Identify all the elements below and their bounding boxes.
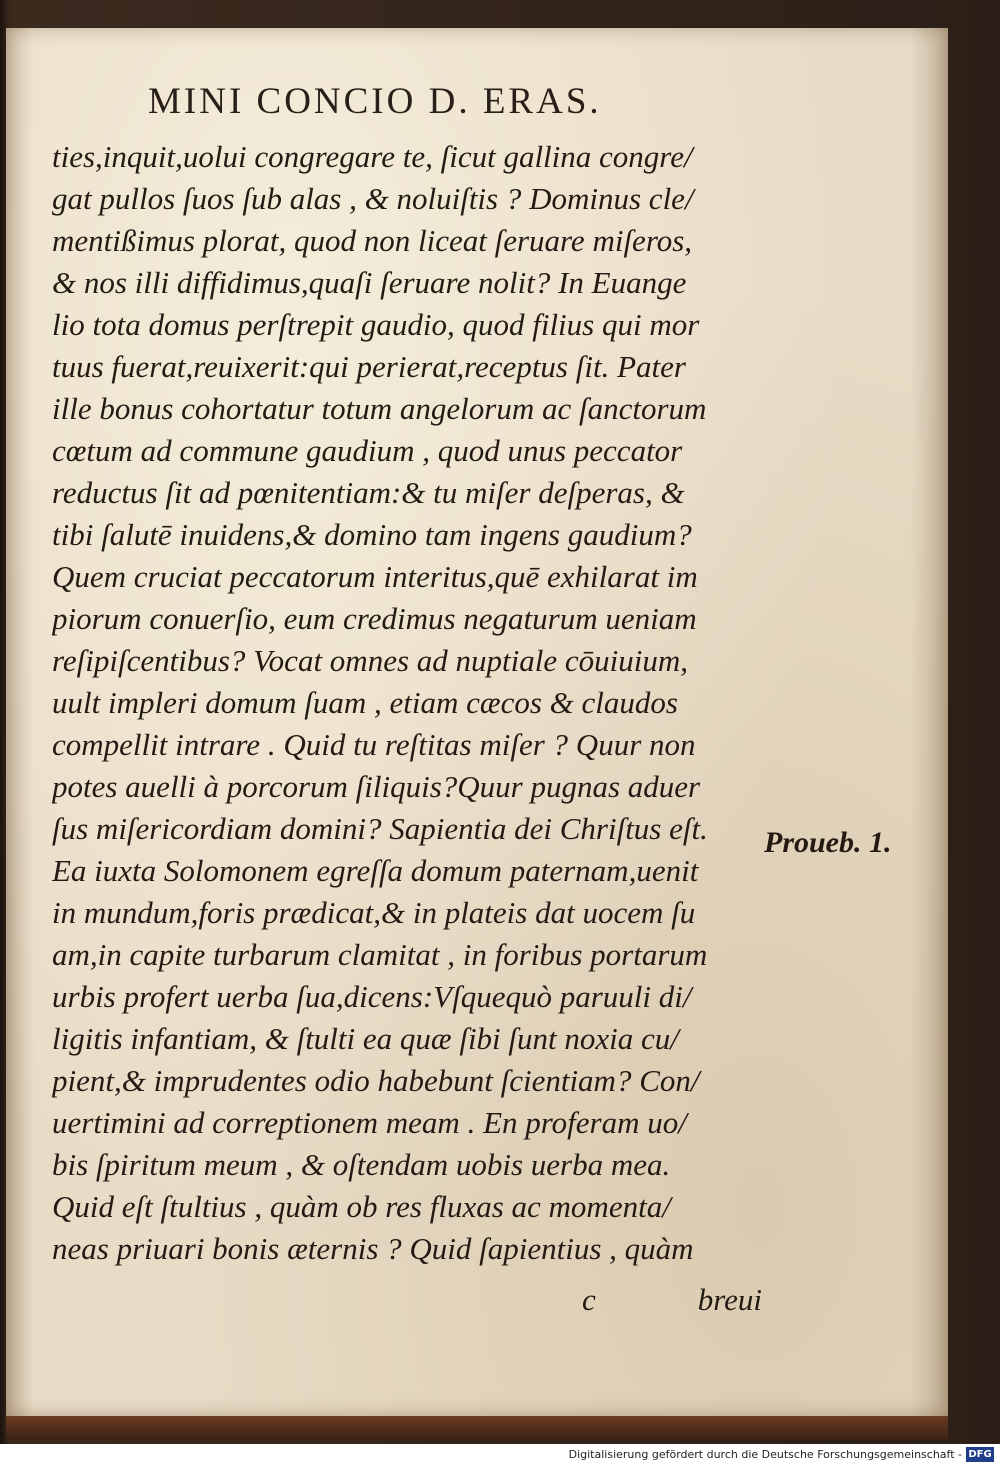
text-line: ille bonus cohortatur totum angelorum ac ſanctorum — [52, 391, 707, 426]
text-line: in mundum,foris prædicat,& in plateis dat uocem ſu — [52, 895, 696, 930]
text-line: piorum conuerſio, eum credimus negaturum ueniam — [52, 601, 697, 636]
text-line: gat pullos ſuos ſub alas , & noluiſtis ? Dominus cle/ — [52, 181, 694, 216]
text-line: compellit intrare . Quid tu reſtitas miſer ? Quur non — [52, 727, 696, 762]
text-line: potes auelli à porcorum ſiliquis?Quur pugnas aduer — [52, 769, 701, 804]
text-line: uult impleri domum ſuam , etiam cæcos & claudos — [52, 685, 678, 720]
credit-text: Digitalisierung gefördert durch die Deutsche Forschungsgemeinschaft - — [568, 1448, 962, 1461]
text-line: tuus fuerat,reuixerit:qui perierat,receptus ſit. Pater — [52, 349, 686, 384]
text-line: bis ſpiritum meum , & oſtendam uobis uerba mea. — [52, 1147, 671, 1182]
text-line: reſipiſcentibus? Vocat omnes ad nuptiale cōuiuium, — [52, 643, 688, 678]
text-line: mentißimus plorat, quod non liceat ſeruare miſeros, — [52, 223, 693, 258]
text-line: uertimini ad correptionem meam . En proferam uo/ — [52, 1105, 687, 1140]
text-line: & nos illi diffidimus,quaſi ſeruare nolit? In Euange — [52, 265, 687, 300]
text-line: cœtum ad commune gaudium , quod unus peccator — [52, 433, 683, 468]
text-line: pient,& imprudentes odio habebunt ſcientiam? Con/ — [52, 1063, 700, 1098]
text-line: Quem cruciat peccatorum interitus,quē exhilarat im — [52, 559, 698, 594]
margin-note: Proueb. 1. — [764, 826, 892, 859]
text-line: ligitis infantiam, & ſtulti ea quæ ſibi ſunt noxia cu/ — [52, 1021, 679, 1056]
text-line: neas priuari bonis æternis ? Quid ſapientius , quàm — [52, 1231, 694, 1266]
text-line: tibi ſalutē inuidens,& domino tam ingens gaudium? — [52, 517, 692, 552]
text-line: reductus ſit ad pœnitentiam:& tu miſer deſperas, & — [52, 475, 685, 510]
catchword: breui — [697, 1282, 762, 1317]
text-line: urbis profert uerba ſua,dicens:Vſquequò paruuli di/ — [52, 979, 692, 1014]
text-line: Quid eſt ſtultius , quàm ob res fluxas ac momenta/ — [52, 1189, 671, 1224]
dfg-logo-icon: DFG — [966, 1447, 994, 1462]
body-text — [52, 136, 762, 1270]
page-edge — [6, 1416, 948, 1440]
text-line: am,in capite turbarum clamitat , in foribus portarum — [52, 937, 708, 972]
page-footer — [52, 1282, 762, 1326]
text-line: lio tota domus perſtrepit gaudio, quod filius qui mor — [52, 307, 700, 342]
running-header: MINI CONCIO D. ERAS. — [148, 81, 602, 122]
text-line: Ea iuxta Solomonem egreſſa domum paternam,uenit — [52, 853, 699, 888]
text-line: ties,inquit,uolui congregare te, ſicut gallina congre/ — [52, 139, 693, 174]
signature-mark: c — [582, 1282, 596, 1317]
credit-bar — [0, 1444, 1000, 1466]
text-line: ſus miſericordiam domini? Sapientia dei Chriſtus eſt. — [52, 811, 708, 846]
